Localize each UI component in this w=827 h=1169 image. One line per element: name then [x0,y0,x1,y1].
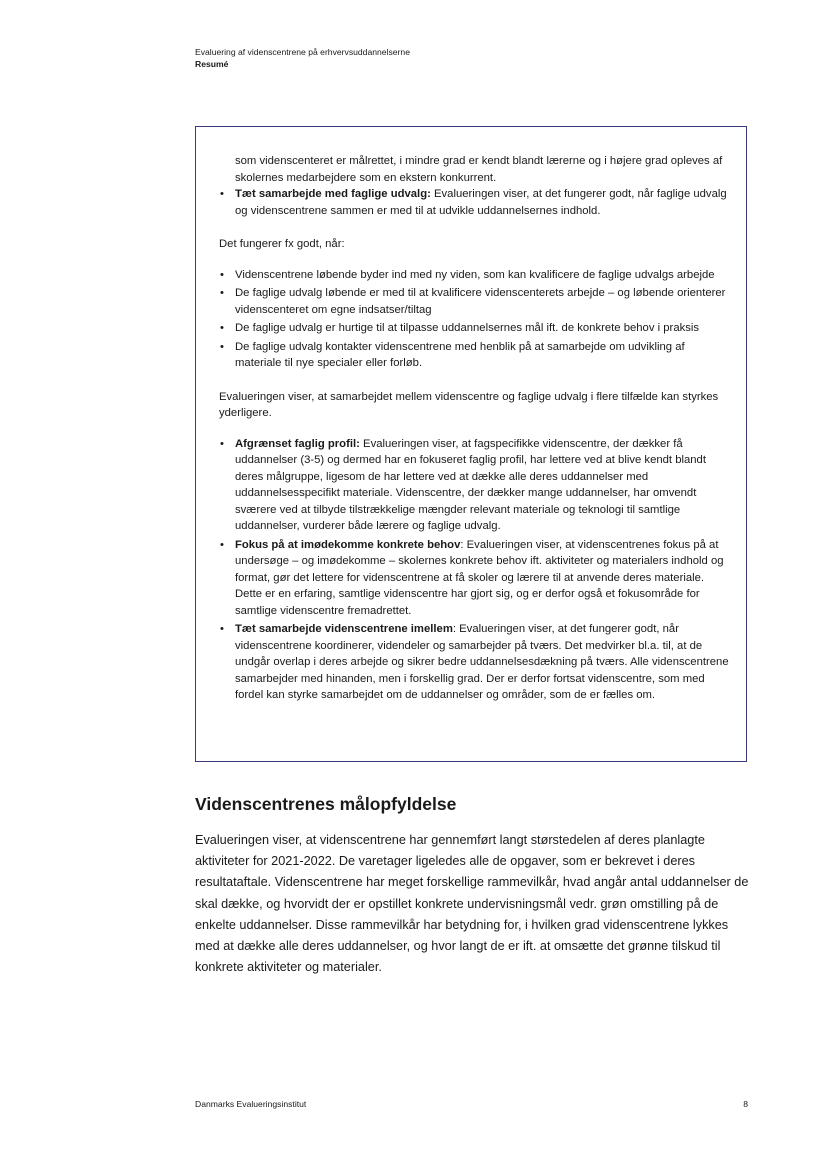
bullet-item [219,186,729,219]
section-body [195,830,751,978]
bullet-text: Evalueringen viser, at fagspecifikke videnscentre, der dækker få uddannelser (3-5) og dermed har en fokuseret faglig profil, har lettere ved at blive kendt blandt deres målgruppe, ligesom de har lettere ved at dække alle deres uddannelser med uddannelsesspecifikt materiale. Videnscentre, der dækker mange uddannelser, har omvendt sværere ved at tilbyde tilstrækkelige mængder relevant materiale og teknologi til samtlige uddannelser, vurderer både lærere og faglige udvalg. [235,437,706,532]
bullet-list-bottom [219,436,729,704]
bullet-item [219,537,729,620]
sub-bullet-list [219,267,729,372]
page-footer [195,1098,748,1110]
continuation-text: som videnscenteret er målrettet, i mindre grad er kendt blandt lærerne og i højere grad opleves af skolernes medarbejdere som en ekstern konkurrent. [235,155,723,184]
intro-text: Det fungerer fx godt, når: [219,238,345,250]
bullet-item [219,621,729,704]
section-paragraph: Evalueringen viser, at videnscentrene har gennemført langt størstedelen af deres planlagte aktiviteter for 2021-2022. De varetager ligeledes alle de opgaver, som er bekrevet i deres resultataftale. Videnscentrene har meget forskellige rammevilkår, hvad angår antal uddannelser de skal dække, og hvorvidt der er opstillet konkrete undervisningsmål vedr. grøn omstilling på de enkelte uddannelser. Disse rammevilkår har betydning for, i hvilken grad videnscentrene lykkes med at dække alle deres uddannelser, og hvor langt de er ift. at omsætte det grønne tilskud til konkrete aktiviteter og materialer. [195,833,749,975]
bullet-title: Fokus på at imødekomme konkrete behov [235,538,461,551]
summary-box [195,126,747,762]
section-heading: Videnscentrenes målopfyldelse [195,794,457,814]
list-item: • De faglige udvalg kontakter videnscentrene med henblik på at samarbejde om udvikling af materiale til nye specialer eller forløb. [219,339,729,372]
footer-organization: Danmarks Evalueringsinstitut [195,1099,307,1109]
bullet-item [219,436,729,535]
summary-box-content [219,153,729,706]
note-text: Evalueringen viser, at samarbejdet mellem videnscentre og faglige udvalg i flere tilfælde kan styrkes yderligere. [219,390,719,419]
section-label: Resumé [195,59,229,69]
list-item: • De faglige udvalg er hurtige til at tilpasse uddannelsernes mål ift. de konkrete behov i praksis [219,320,729,337]
page-number: 8 [743,1099,748,1109]
running-header [195,46,410,70]
bullet-title: Tæt samarbejde videnscentrene imellem [235,623,453,635]
list-item: • Videnscentrene løbende byder ind med ny viden, som kan kvalificere de faglige udvalgs arbejde [219,267,729,284]
bullet-title: Afgrænset faglig profil: [235,437,360,450]
list-item: • De faglige udvalg løbende er med til at kvalificere videnscenterets arbejde – og løbende orienterer videnscenteret om egne indsatser/tiltag [219,285,729,318]
bullet-title: Tæt samarbejde med faglige udvalg: [235,188,431,200]
bullet-text: : Evalueringen viser, at det fungerer godt, når videnscentrene koordinerer, videndeler og samarbejder på tværs. Det medvirker bl.a. til, at de undgår overlap i deres arbejde og sikrer bedre uddannelsesdækning på tværs. Alle videnscentrene samarbejder med hinanden, men i forskellig grad. Der er derfor fortsat videnscentre, som med fordel kan styrke samarbejdet om de uddannelser og områder, som de er fælles om. [235,623,729,701]
bullet-text: Evalueringen viser, at det fungerer godt, når faglige udvalg og videnscentrene sammen er med til at udvikle uddannelsernes indhold. [235,188,727,217]
document-title: Evaluering af videnscentrene på erhvervsuddannelserne [195,47,410,57]
bullet-list-top [219,186,729,219]
bullet-text: : Evalueringen viser, at videnscentrenes fokus på at undersøge – og imødekomme – skolernes konkrete behov ift. aktiviteter og materialers indhold og format, gør det lettere for videnscentrene at få skoler og lærere til at anvende deres materiale. Dette er en erfaring, samtlige videnscentre har gjort sig, og er derfor også et fokusområde for samtlige videnscentre fremadrettet. [235,538,724,617]
